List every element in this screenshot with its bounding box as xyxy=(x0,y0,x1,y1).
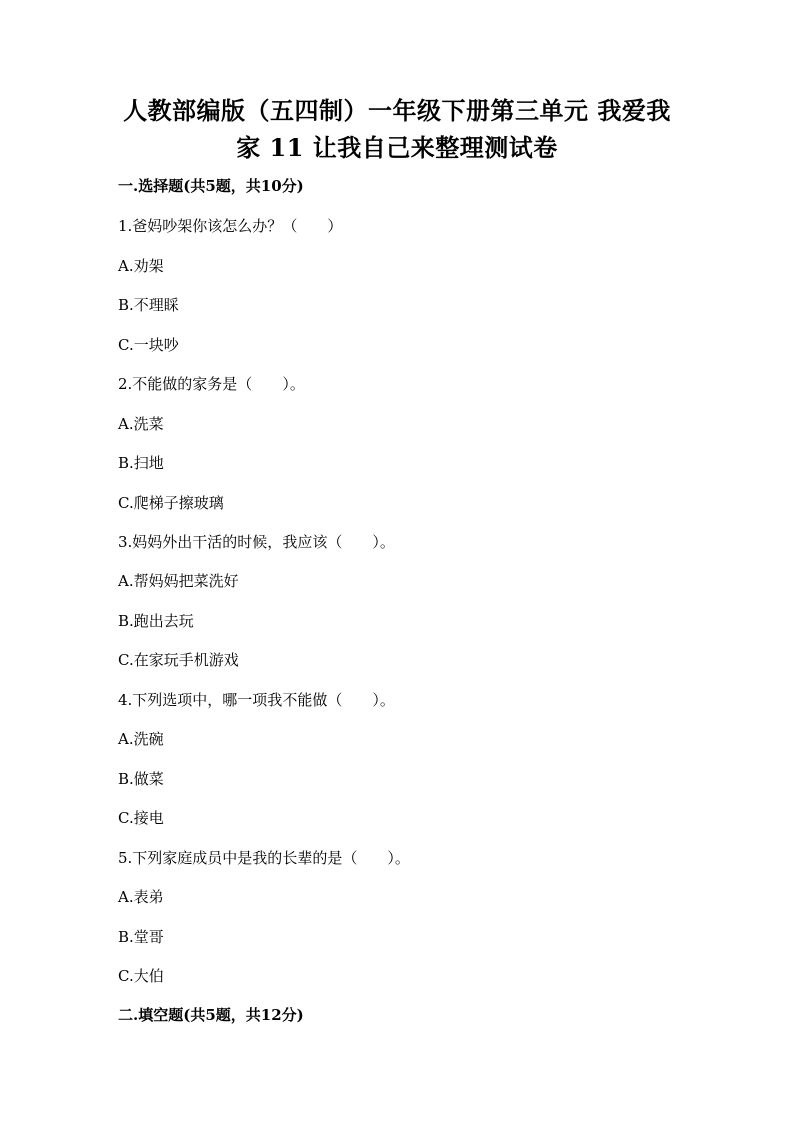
question-1-option-a: A.劝架 xyxy=(118,257,164,275)
section-heading-fill-in: 二.填空题(共5题，共12分) xyxy=(118,1006,304,1024)
question-5-option-b: B.堂哥 xyxy=(118,928,164,946)
question-3-option-c: C.在家玩手机游戏 xyxy=(118,651,239,669)
document-title-line-1: 人教部编版（五四制）一年级下册第三单元 我爱我 xyxy=(123,96,671,125)
question-3-option-b: B.跑出去玩 xyxy=(118,612,194,630)
question-1-option-b: B.不理睬 xyxy=(118,296,179,314)
question-4: 4.下列选项中，哪一项我不能做（ ）。 xyxy=(118,691,395,709)
question-4-option-c: C.接电 xyxy=(118,809,164,827)
question-4-option-b: B.做菜 xyxy=(118,770,164,788)
question-5: 5.下列家庭成员中是我的长辈的是（ ）。 xyxy=(118,849,410,867)
question-4-option-a: A.洗碗 xyxy=(118,730,164,748)
question-2-option-c: C.爬梯子擦玻璃 xyxy=(118,494,224,512)
question-1-option-c: C.一块吵 xyxy=(118,336,179,354)
question-2: 2.不能做的家务是（ ）。 xyxy=(118,375,305,393)
document-title-line-2: 家 11 让我自己来整理测试卷 xyxy=(236,133,558,162)
question-5-option-c: C.大伯 xyxy=(118,967,164,985)
question-1: 1.爸妈吵架你该怎么办？（ ） xyxy=(118,217,343,235)
question-2-option-a: A.洗菜 xyxy=(118,415,164,433)
question-3-option-a: A.帮妈妈把菜洗好 xyxy=(118,572,239,590)
question-5-option-a: A.表弟 xyxy=(118,888,164,906)
question-2-option-b: B.扫地 xyxy=(118,454,164,472)
question-3: 3.妈妈外出干活的时候，我应该（ ）。 xyxy=(118,533,395,551)
section-heading-multiple-choice: 一.选择题(共5题，共10分) xyxy=(118,177,304,195)
